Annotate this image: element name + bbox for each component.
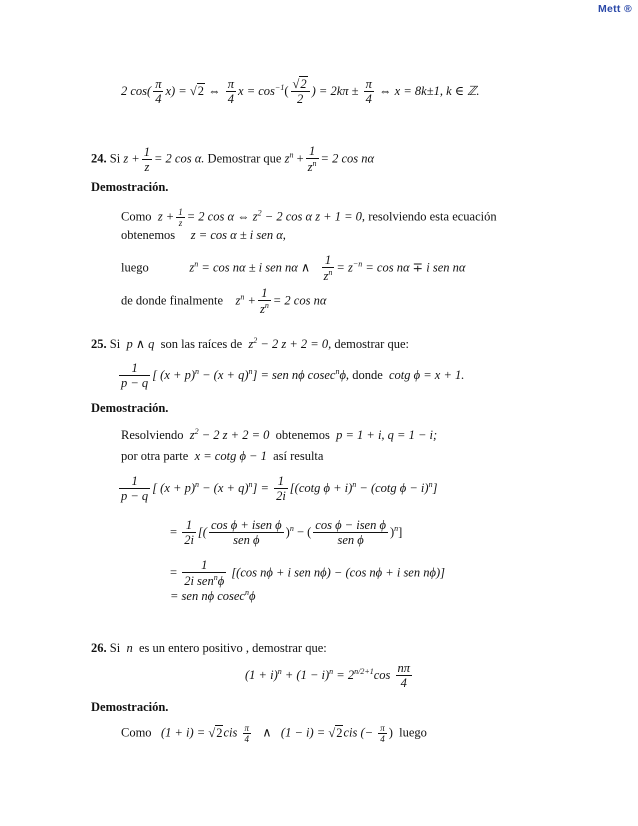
p25-line-4: = $\frac{1}{2i}$ [( $\frac{\text{cos ϕ + isen ϕ}}{\text{sen ϕ}}$ )$^n$ − ( $\frac{\text{cos ϕ − isen ϕ}}{\text{sen ϕ}}$ )$^n$]	[170, 518, 403, 548]
top-frac-2: $\frac{\pi}{4}$	[227, 77, 235, 107]
top-frac-3: $\frac{\pi}{4}$	[365, 77, 372, 107]
frac: $\frac{1}{z^n}$	[307, 144, 317, 175]
frac: $\frac{1}{z}$	[143, 144, 150, 174]
demo-title-26: Demostración.	[91, 700, 169, 714]
p25-line-1: Resolviendo $z^2 - 2$ z + 2 = 0 obtenemos p = 1 + i, q = 1 − i;	[121, 427, 438, 442]
p25-line-5: = $\frac{1}{2i sen^n\phi}$ [(cos nϕ + i sen nϕ) − (cos nϕ + i sen nϕ)]	[170, 558, 445, 589]
p24-line-2: obtenemos z = cos α ± i sen α,	[121, 228, 286, 242]
p26-identity: $(1 + i)^n + (1 - i)^n = 2^{n/2+1}\cos$ $\frac{n\pi}{4}$	[245, 661, 411, 691]
watermark-logo: Mett ®	[597, 3, 632, 15]
p24-line-4: de donde finalmente $z^n$ + $\frac{1}{z^n}$ = 2 cos nα	[121, 286, 327, 317]
demo-title-25: Demostración.	[91, 401, 169, 415]
top-formula: 2 cos( $\frac{\pi}{4}$ x) = √2 ⇔ $\frac{\pi}{4}$ $x = \cos^{-1}$( $\frac{√2}{2}$ ) = 2kπ ± $\frac{\pi}{4}$ ⇔ x = 8k±1, k ∈ ℤ.	[121, 77, 480, 107]
problem-25-statement: 25. Si p ∧ q son las raíces de $z^2 - 2$ z + 2 = 0, demostrar que:	[91, 336, 409, 351]
p24-line-3: luego $z^n = \cos n\alpha \pm i$ sen nα ∧ $\frac{1}{z^n}$ = $z^{-n} = \cos n\alpha \mp i$ sen nα	[121, 253, 466, 284]
p25-identity: $\frac{1}{p - q}$ [ $(x + p)^n - (x + q)^n$] = sen nϕ cosec$^n$ϕ, donde cotg ϕ = x + 1.	[121, 361, 465, 391]
top-frac-sqrt: $\frac{√2}{2}$	[291, 77, 310, 107]
p26-line-1: Como (1 + i) = √2cis $\frac{\pi}{4}$ ∧ (1 − i) = √2cis (− $\frac{\pi}{4}$ ) luego	[121, 723, 427, 745]
problem-26-statement: 26. Si n es un entero positivo , demostrar que:	[91, 641, 327, 655]
top-frac-1: $\frac{\pi}{4}$	[155, 77, 162, 107]
p25-line-6: = sen nϕ cosec$^n$ϕ	[170, 588, 256, 603]
p25-line-2: por otra parte x = cotg ϕ − 1 así resulta	[121, 449, 324, 463]
top-formula-lhs: 2 cos(	[121, 83, 152, 98]
p25-line-3: $\frac{1}{p - q}$ [ $(x + p)^n - (x + q)^n$] = $\frac{1}{2i}$ [(cotg ϕ + i)$^n$ − (cotg ϕ − i)$^n$]	[121, 474, 438, 504]
problem-number: 24.	[91, 151, 107, 166]
p24-line-1: Como z + $\frac{1}{z}$ = 2 cos α ⇔ $z^2 - 2$ cos α z + 1 = 0, resolviendo esta ecuación	[121, 207, 497, 229]
sqrt-symbol: √2	[189, 83, 204, 98]
problem-number: 26.	[91, 641, 107, 655]
problem-number: 25.	[91, 337, 107, 351]
problem-24-statement: 24. Si z + $\frac{1}{z}$ = 2 cos α. Demostrar que $z^n$ + $\frac{1}{z^n}$ = 2 cos nα	[91, 144, 375, 175]
demo-title-24: Demostración.	[91, 180, 169, 194]
